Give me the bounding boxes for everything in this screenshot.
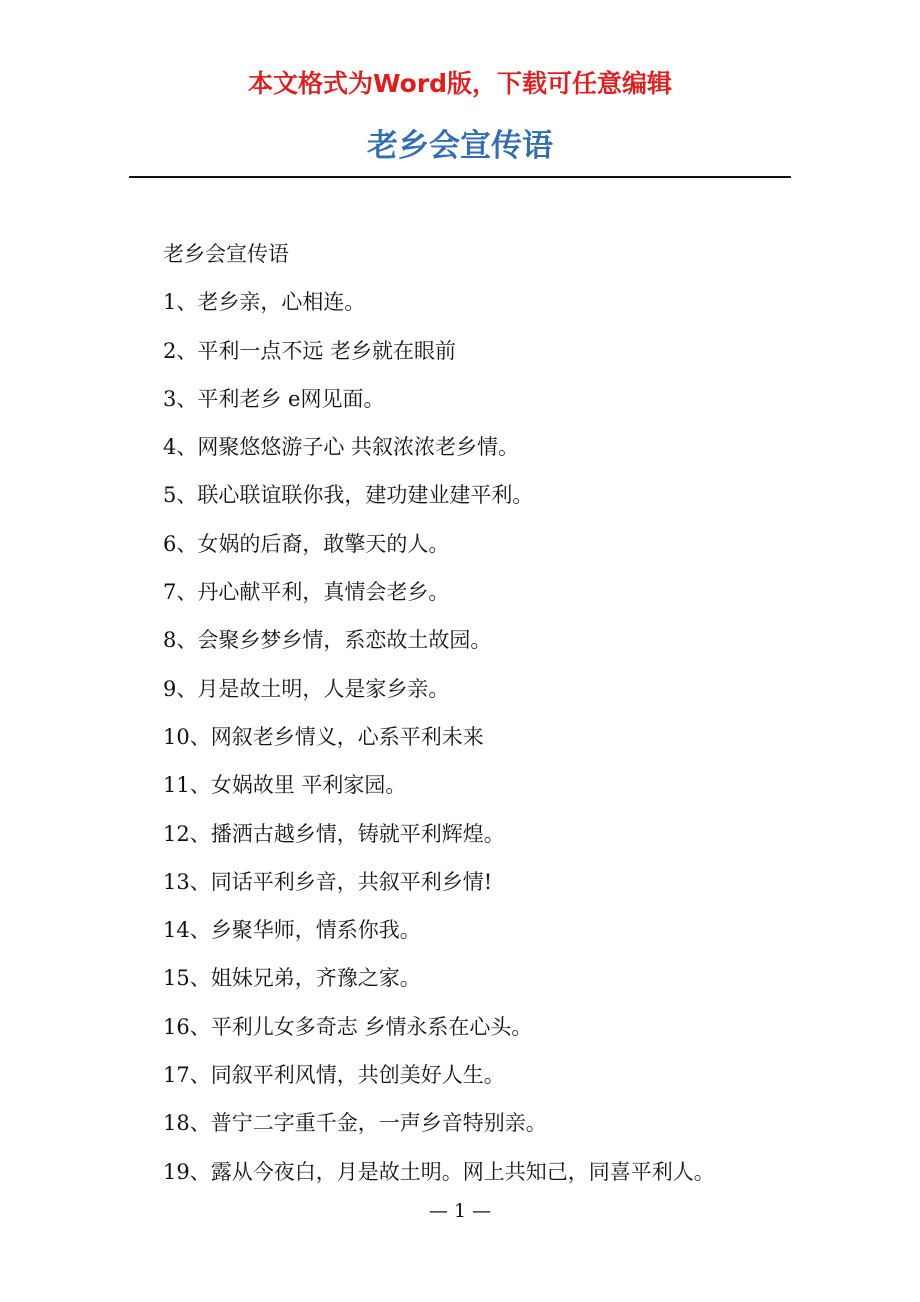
title-divider: [129, 176, 791, 178]
slogan-item: 16、平利儿女多奇志 乡情永系在心头。: [163, 1014, 533, 1039]
slogan-item: 10、网叙老乡情义，心系平利未来: [163, 724, 484, 749]
slogan-item: 2、平利一点不远 老乡就在眼前: [163, 338, 457, 363]
slogan-item: 12、播洒古越乡情，铸就平利辉煌。: [163, 821, 505, 846]
slogan-item: 8、会聚乡梦乡情，系恋故土故园。: [163, 628, 492, 653]
slogan-item: 1、老乡亲，心相连。: [163, 290, 366, 315]
slogan-item: 19、露从今夜白，月是故土明。网上共知己，同喜平利人。: [163, 1159, 715, 1184]
slogan-item: 11、女娲故里 平利家园。: [163, 773, 407, 798]
slogan-item: 18、普宁二字重千金，一声乡音特别亲。: [163, 1111, 547, 1136]
slogan-item: 14、乡聚华师，情系你我。: [163, 918, 421, 943]
slogan-item: 13、同话平利乡音，共叙平利乡情!: [163, 869, 493, 894]
slogan-item: 15、姐妹兄弟，齐豫之家。: [163, 966, 421, 991]
slogan-item: 5、联心联谊联你我，建功建业建平利。: [163, 483, 534, 508]
slogan-item: 6、女娲的后裔，敢擎天的人。: [163, 531, 450, 556]
slogan-item: 4、网聚悠悠游子心 共叙浓浓老乡情。: [163, 435, 520, 460]
slogan-item: 3、平利老乡 e网见面。: [163, 386, 385, 411]
word-format-banner: 本文格式为Word版，下载可任意编辑: [247, 69, 673, 98]
slogan-item: 17、同叙平利风情，共创美好人生。: [163, 1063, 505, 1088]
document-title: 老乡会宣传语: [367, 128, 553, 164]
slogan-item: 7、丹心献平利，真情会老乡。: [163, 580, 450, 605]
document-body: [163, 232, 813, 1198]
body-heading: 老乡会宣传语: [163, 242, 289, 266]
slogan-item: 9、月是故土明，人是家乡亲。: [163, 676, 450, 701]
page-number: — 1 —: [428, 1200, 492, 1222]
